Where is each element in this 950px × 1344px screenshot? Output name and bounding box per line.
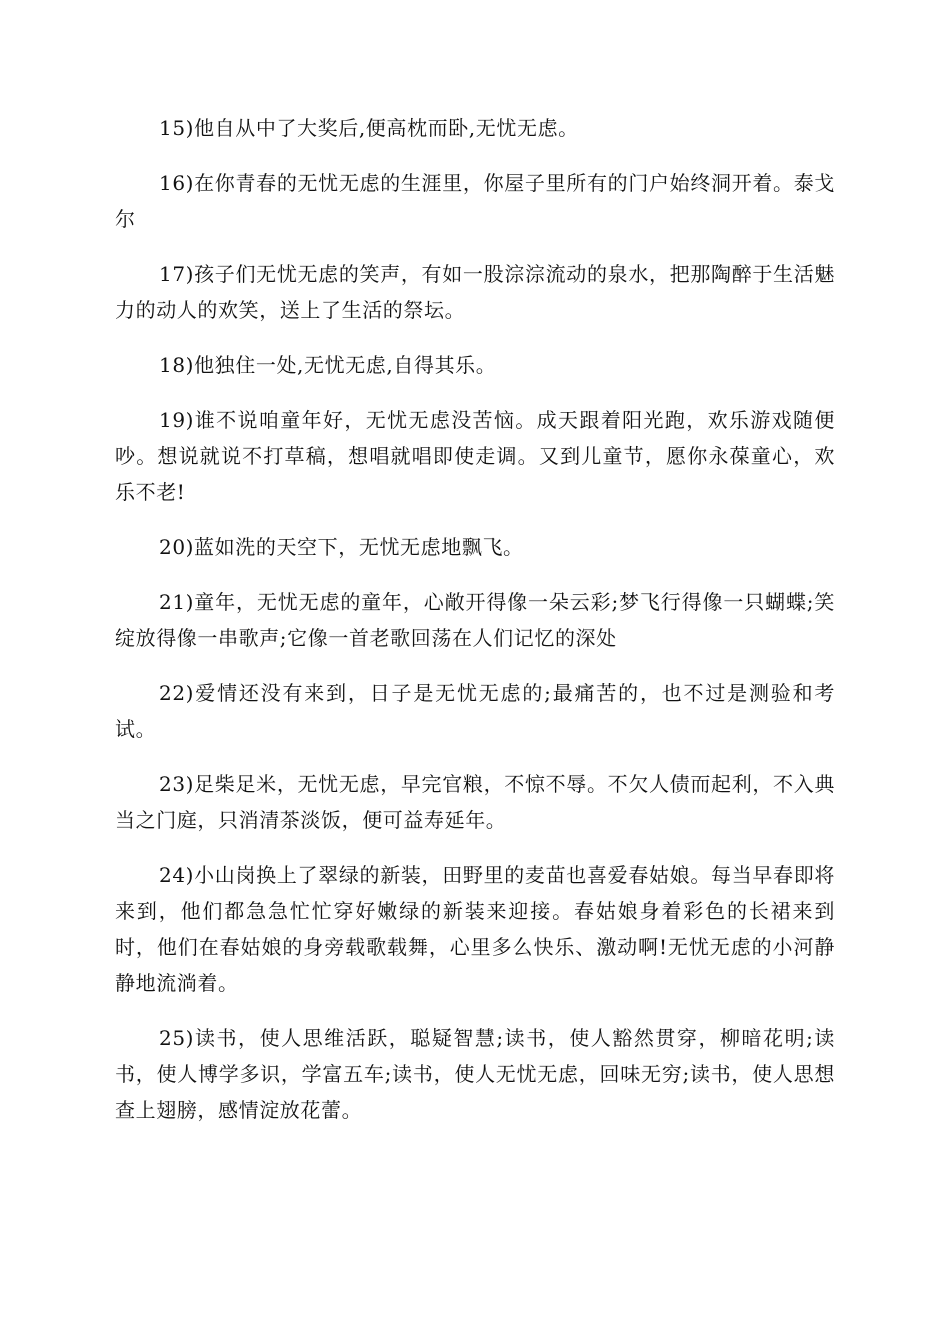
paragraph-20: 20)蓝如洗的天空下，无忧无虑地飘飞。 <box>159 535 524 559</box>
paragraph-23: 23)足柴足米，无忧无虑，早完官粮，不惊不辱。不欠人债而起利，不入典当之门庭，只消清茶淡饭，便可益寿延年。 <box>115 772 835 832</box>
paragraph-15: 15)他自从中了大奖后,便高枕而卧,无忧无虑。 <box>159 116 579 140</box>
paragraph-17: 17)孩子们无忧无虑的笑声，有如一股淙淙流动的泉水，把那陶醉于生活魅力的动人的欢笑，送上了生活的祭坛。 <box>115 262 835 322</box>
paragraph-24: 24)小山岗换上了翠绿的新装，田野里的麦苗也喜爱春姑娘。每当早春即将来到，他们都急急忙忙穿好嫩绿的新装来迎接。春姑娘身着彩色的长裙来到时，他们在春姑娘的身旁载歌载舞，心里多么快乐、激动啊!无忧无虑的小河静静地流淌着。 <box>115 863 835 995</box>
document-body <box>115 110 835 1147</box>
paragraph-25: 25)读书，使人思维活跃，聪疑智慧;读书，使人豁然贯穿，柳暗花明;读书，使人博学多识，学富五车;读书，使人无忧无虑，回味无穷;读书，使人思想查上翅膀，感情淀放花蕾。 <box>115 1026 835 1122</box>
paragraph-19: 19)谁不说咱童年好，无忧无虑没苦恼。成天跟着阳光跑，欢乐游戏随便吵。想说就说不打草稿，想唱就唱即使走调。又到儿童节，愿你永葆童心，欢乐不老! <box>115 408 835 504</box>
paragraph-22: 22)爱情还没有来到，日子是无忧无虑的;最痛苦的，也不过是测验和考试。 <box>115 681 835 741</box>
paragraph-16: 16)在你青春的无忧无虑的生涯里，你屋子里所有的门户始终洞开着。泰戈尔 <box>115 171 835 231</box>
paragraph-18: 18)他独住一处,无忧无虑,自得其乐。 <box>159 353 497 377</box>
paragraph-21: 21)童年，无忧无虑的童年，心敞开得像一朵云彩;梦飞行得像一只蝴蝶;笑绽放得像一串歌声;它像一首老歌回荡在人们记忆的深处 <box>115 590 835 650</box>
